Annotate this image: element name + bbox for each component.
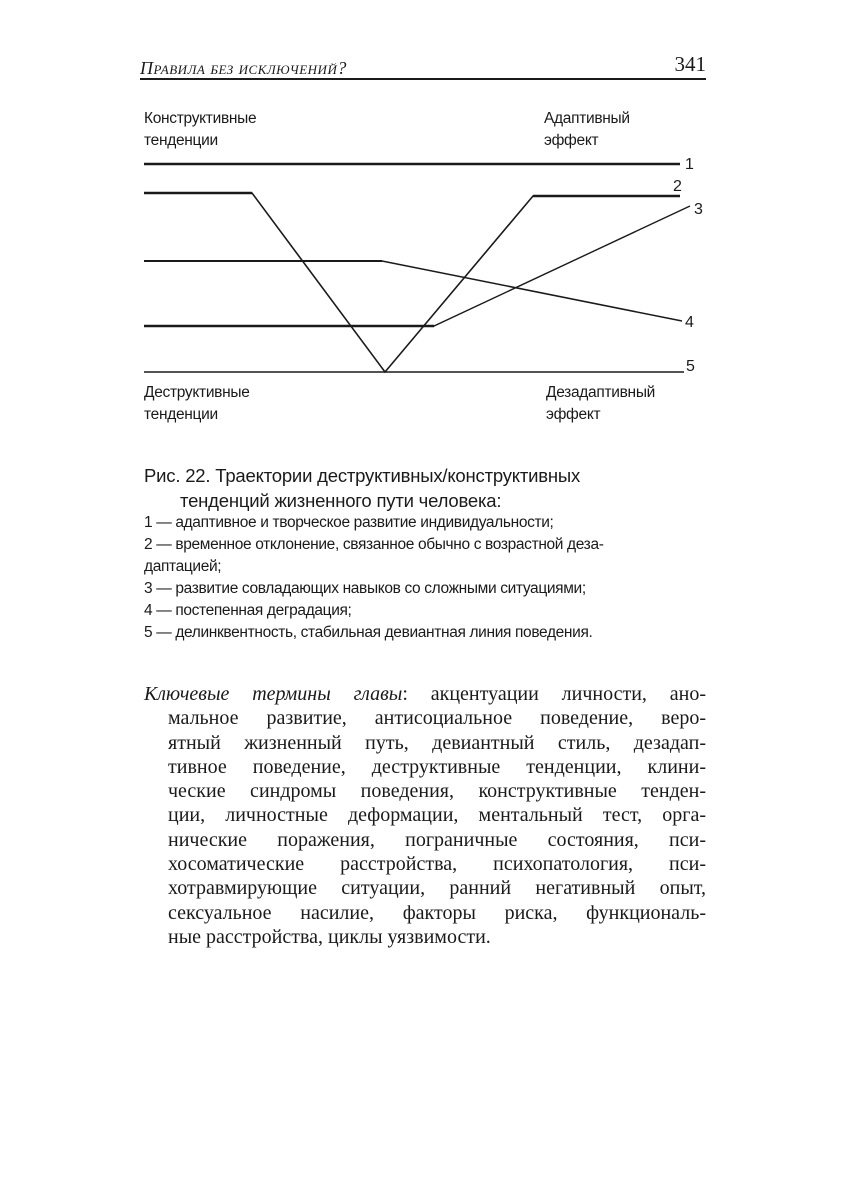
label-maladaptive-line1: Дезадаптивный [546, 384, 656, 401]
key-terms-line-4: тивное поведение, деструктивные тенденции, клини- [168, 755, 706, 778]
key-terms-line-5: ческие синдромы поведения, конструктивные тенден- [168, 780, 706, 803]
figure-legend [144, 512, 704, 644]
key-terms-line-10: сексуальное насилие, факторы риска, функциональ- [168, 901, 706, 924]
figure-caption-title [144, 463, 704, 513]
key-terms-line-11: ные расстройства, циклы уязвимости. [168, 925, 491, 948]
key-terms-text-1: : акцентуации личности, ано- [402, 683, 706, 705]
key-terms-line-7: нические поражения, пограничные состояния, пси- [168, 828, 706, 851]
trajectory-number-1: 1 [685, 156, 694, 173]
trajectory-lines [0, 0, 850, 440]
key-terms-line-3: ятный жизненный путь, девиантный стиль, дезадап- [168, 731, 706, 754]
legend-item-3: 3 — развитие совладающих навыков со сложными ситуациями; [144, 580, 586, 597]
trajectory-diagram [0, 0, 850, 440]
trajectory-4 [144, 261, 682, 321]
legend-item-1: 1 — адаптивное и творческое развитие индивидуальности; [144, 514, 554, 531]
caption-title-line1: Рис. 22. Траектории деструктивных/конструктивных [144, 465, 581, 486]
key-terms-paragraph [144, 682, 706, 949]
label-destructive-line2: тенденции [144, 406, 218, 423]
label-constructive-line2: тенденции [144, 132, 218, 149]
legend-item-4: 4 — постепенная деградация; [144, 602, 352, 619]
trajectory-number-3: 3 [694, 201, 703, 218]
caption-title-line2: тенденций жизненного пути человека: [180, 490, 502, 511]
key-terms-line-9: хотравмирующие ситуации, ранний негативный опыт, [168, 877, 706, 900]
key-terms-line-1 [144, 682, 706, 706]
trajectory-number-4: 4 [685, 314, 694, 331]
trajectory-2 [144, 193, 680, 372]
page-number: 341 [674, 52, 706, 76]
trajectory-number-2: 2 [673, 178, 682, 195]
key-terms-line-8: хосоматические расстройства, психопатология, пси- [168, 853, 706, 876]
trajectory-number-5: 5 [686, 358, 695, 375]
label-constructive-line1: Конструктивные [144, 110, 257, 127]
trajectory-3 [144, 206, 690, 326]
label-adaptive-line1: Адаптивный [544, 110, 630, 127]
legend-item-2-continued: даптацией; [144, 558, 222, 575]
label-maladaptive-line2: эффект [546, 406, 601, 423]
legend-item-2: 2 — временное отклонение, связанное обычно с возрастной деза- [144, 536, 604, 553]
running-title: Правила без исключений? [140, 58, 347, 78]
label-adaptive-line2: эффект [544, 132, 599, 149]
key-terms-line-6: ции, личностные деформации, ментальный тест, орга- [168, 804, 706, 827]
key-terms-lead: Ключевые термины главы [144, 683, 403, 705]
key-terms-line-2: мальное развитие, антисоциальное поведение, веро- [168, 707, 706, 730]
legend-item-5: 5 — делинквентность, стабильная девиантная линия поведения. [144, 624, 593, 641]
label-destructive-line1: Деструктивные [144, 384, 250, 401]
